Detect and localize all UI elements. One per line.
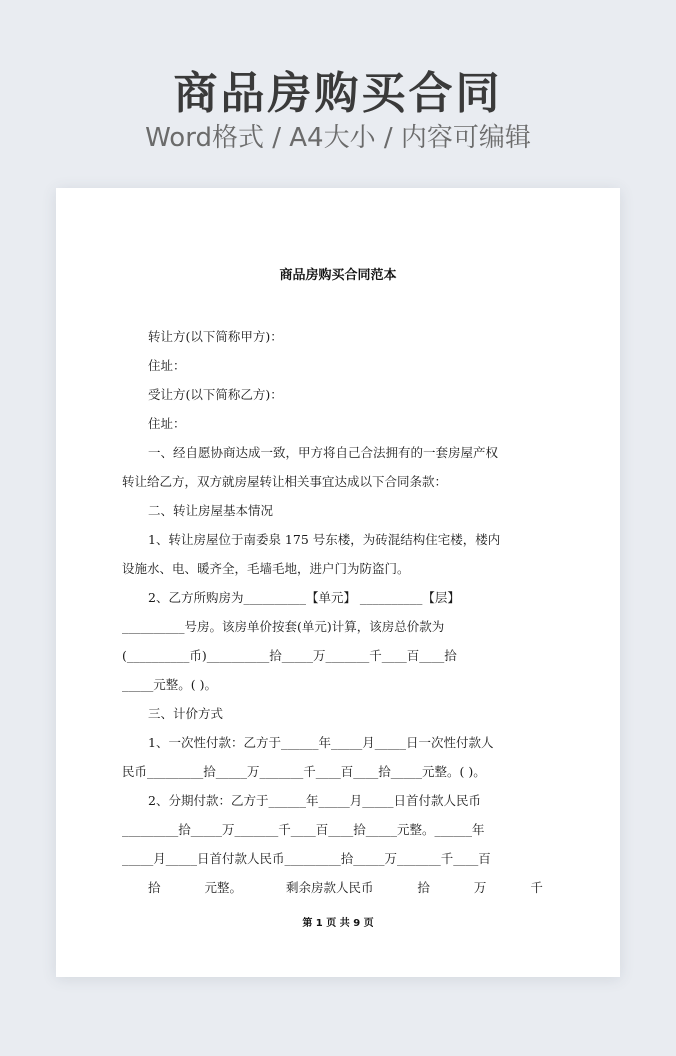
banner-title: 商品房购买合同 [173,68,503,119]
doc-line-item-2: 2、乙方所购房为__________【单元】 __________【层】 [148,590,460,605]
page-number: 第 1 页 共 9 页 [302,918,374,929]
doc-line-installment-cont-b: _____月_____日首付款人民币_________拾_____万_______千____百 [122,851,491,866]
doc-line-clause-1-cont: 转让给乙方，双方就房屋转让相关事宜达成以下合同条款： [122,474,448,489]
doc-line-item-1: 1、转让房屋位于南委泉 175 号东楼，为砖混结构住宅楼，楼内 [148,532,501,547]
doc-line-item-1-cont: 设施水、电、暖齐全，毛墙毛地，进户门为防盗门。 [122,561,410,576]
doc-line-clause-1: 一、经自愿协商达成一致，甲方将自己合法拥有的一套房屋产权 [148,445,499,460]
doc-line-installment: 2、分期付款：乙方于______年_____月_____日首付款人民币 [148,793,481,808]
doc-line-item-2-cont-c: _____元整。( )。 [122,677,217,692]
doc-line-installment-cont-a: _________拾_____万_______千____百____拾_____元整。______年 [122,822,485,837]
doc-line-lump-sum: 1、一次性付款：乙方于______年_____月_____日一次性付款人 [148,735,494,750]
doc-line-transferee-address: 住址： [148,416,186,431]
doc-line-transferor: 转让方(以下简称甲方)： [148,329,283,344]
doc-line-item-2-cont-a: __________号房。该房单价按套(单元)计算，该房总价款为 [122,619,445,634]
doc-line-installment-cont-c: 拾 元整。 剩余房款人民币 拾 万 千 [148,880,543,895]
document-body [122,322,543,902]
banner-subtitle: Word格式 / A4大小 / 内容可编辑 [145,123,531,153]
doc-line-section-2: 二、转让房屋基本情况 [148,503,274,518]
doc-line-lump-sum-cont: 民币_________拾_____万_______千____百____拾_____元整。( )。 [122,764,486,779]
doc-line-item-2-cont-b: (__________币)__________拾_____万_______千____百____拾 [122,648,457,663]
doc-line-section-3: 三、计价方式 [148,706,224,721]
doc-line-transferor-address: 住址： [148,358,186,373]
document-title: 商品房购买合同范本 [279,268,397,283]
document-page [56,188,620,977]
doc-line-transferee: 受让方(以下简称乙方)： [148,387,283,402]
